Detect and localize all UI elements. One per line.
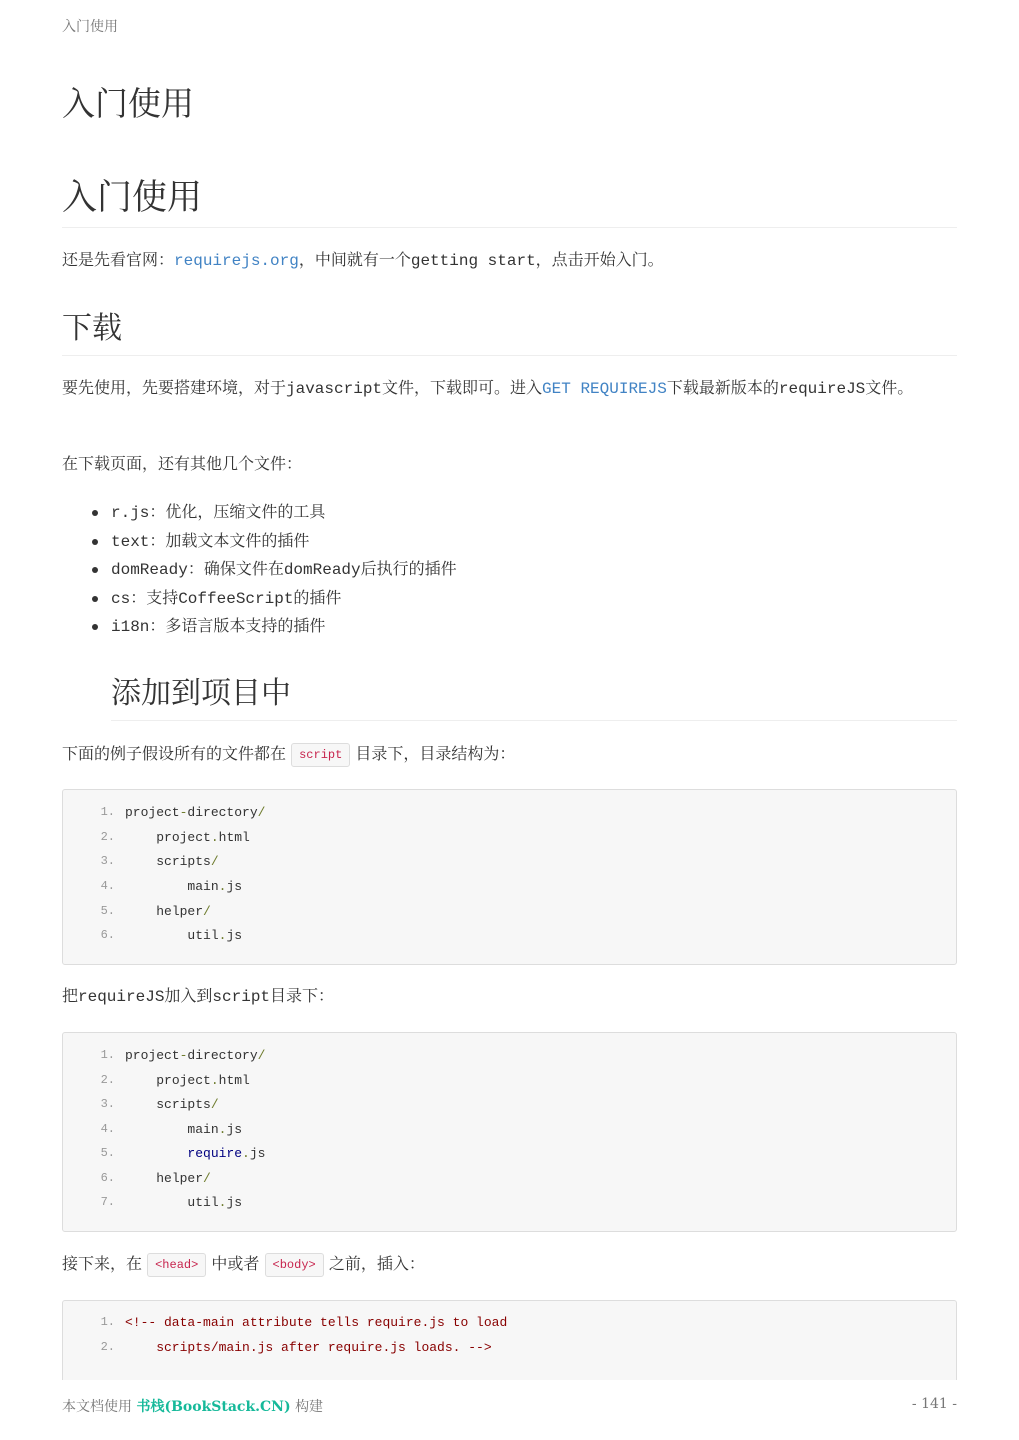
line-number: 6. — [100, 928, 115, 942]
line-number: 5. — [100, 904, 115, 918]
download-paragraph — [62, 374, 957, 403]
code-text: require.js — [187, 1146, 266, 1161]
inline-code-body: <body> — [265, 1253, 324, 1277]
line-number: 5. — [100, 1146, 115, 1160]
list-item — [111, 527, 457, 556]
get-requirejs-link[interactable]: GET REQUIREJS — [542, 380, 667, 398]
line-number: 4. — [100, 879, 115, 893]
structure-text-after: 目录下，目录结构为： — [355, 744, 516, 763]
code-text: scripts/main.js after require.js loads. --> — [125, 1340, 492, 1355]
file-name: text — [111, 532, 150, 551]
line-number: 2. — [100, 1073, 115, 1087]
section-title: 入门使用 — [62, 178, 203, 218]
code-text: project-directory/ — [125, 1048, 266, 1063]
structure-paragraph — [62, 740, 957, 768]
list-item — [111, 498, 457, 527]
file-desc: ：加载文本文件的插件 — [149, 530, 310, 550]
file-name: i18n — [111, 618, 150, 636]
page-number: - 141 - — [911, 1396, 957, 1412]
page-title: 入门使用 — [62, 84, 194, 123]
add-require-text: 把requireJS加入到script目录下： — [62, 988, 335, 1006]
footer-text-after: 构建 — [295, 1399, 324, 1415]
list-item — [111, 555, 457, 584]
code-text: main.js — [187, 879, 243, 894]
download-heading-rule — [62, 355, 957, 356]
add-to-project-heading: 添加到项目中 — [111, 676, 291, 711]
code-block-structure — [62, 789, 957, 965]
insert-text-after: 之前，插入： — [328, 1254, 425, 1273]
footer-brand-link[interactable]: 书栈(BookStack.CN) — [136, 1399, 291, 1415]
line-number: 1. — [100, 1315, 115, 1329]
code-block-with-require — [62, 1032, 957, 1232]
code-text: scripts/ — [156, 854, 219, 869]
download-text-after: 下载最新版本的requireJS文件。 — [666, 380, 914, 398]
file-desc: ：多语言版本支持的插件 — [149, 616, 326, 635]
code-text: project.html — [156, 1073, 250, 1088]
line-number: 4. — [100, 1122, 115, 1136]
intro-text-before: 还是先看官网： — [62, 250, 175, 269]
line-number: 6. — [100, 1171, 115, 1185]
code-text: main.js — [187, 1122, 243, 1137]
file-name: r.js — [111, 504, 150, 522]
code-block-script-tag — [62, 1300, 957, 1380]
line-number: 3. — [100, 1097, 115, 1111]
code-text: project-directory/ — [125, 805, 266, 820]
list-item — [111, 584, 457, 613]
add-heading-rule — [111, 720, 957, 721]
file-name: cs — [111, 589, 131, 608]
code-text: scripts/ — [156, 1097, 219, 1112]
file-desc: ：支持CoffeeScript的插件 — [130, 589, 342, 608]
inline-code-script: script — [291, 743, 350, 767]
code-text: <!-- data-main attribute tells require.js to load — [125, 1315, 508, 1330]
add-require-paragraph — [62, 982, 957, 1011]
line-number: 2. — [100, 830, 115, 844]
footer-credit — [62, 1396, 323, 1416]
list-item — [111, 612, 457, 641]
download-heading: 下载 — [62, 311, 122, 346]
file-desc: ：优化，压缩文件的工具 — [149, 502, 326, 521]
code-text: project.html — [156, 830, 250, 845]
line-number: 1. — [100, 1048, 115, 1062]
code-text: helper/ — [156, 1171, 211, 1186]
intro-paragraph — [62, 246, 957, 275]
file-name: domReady — [111, 561, 188, 579]
files-intro: 在下载页面，还有其他几个文件： — [62, 454, 303, 473]
section-title-rule — [62, 227, 957, 228]
code-text: util.js — [187, 928, 243, 943]
footer-text-before: 本文档使用 — [62, 1399, 132, 1415]
insert-paragraph — [62, 1250, 957, 1278]
file-desc: ：确保文件在domReady后执行的插件 — [187, 561, 457, 579]
line-number: 2. — [100, 1340, 115, 1354]
requirejs-link[interactable]: requirejs.org — [174, 252, 299, 270]
structure-text-before: 下面的例子假设所有的文件都在 — [62, 744, 287, 763]
insert-text-mid: 中或者 — [211, 1254, 260, 1273]
download-text-before: 要先使用，先要搭建环境，对于javascript文件，下载即可。进入 — [62, 380, 543, 398]
code-text: util.js — [187, 1195, 243, 1210]
running-head: 入门使用 — [62, 19, 118, 35]
insert-text-before: 接下来，在 — [62, 1254, 143, 1273]
line-number: 1. — [100, 805, 115, 819]
line-number: 3. — [100, 854, 115, 868]
inline-code-head: <head> — [147, 1253, 206, 1277]
intro-text-after: ，中间就有一个getting start，点击开始入门。 — [298, 252, 664, 270]
file-list — [111, 498, 457, 641]
code-text: helper/ — [156, 904, 211, 919]
line-number: 7. — [100, 1195, 115, 1209]
